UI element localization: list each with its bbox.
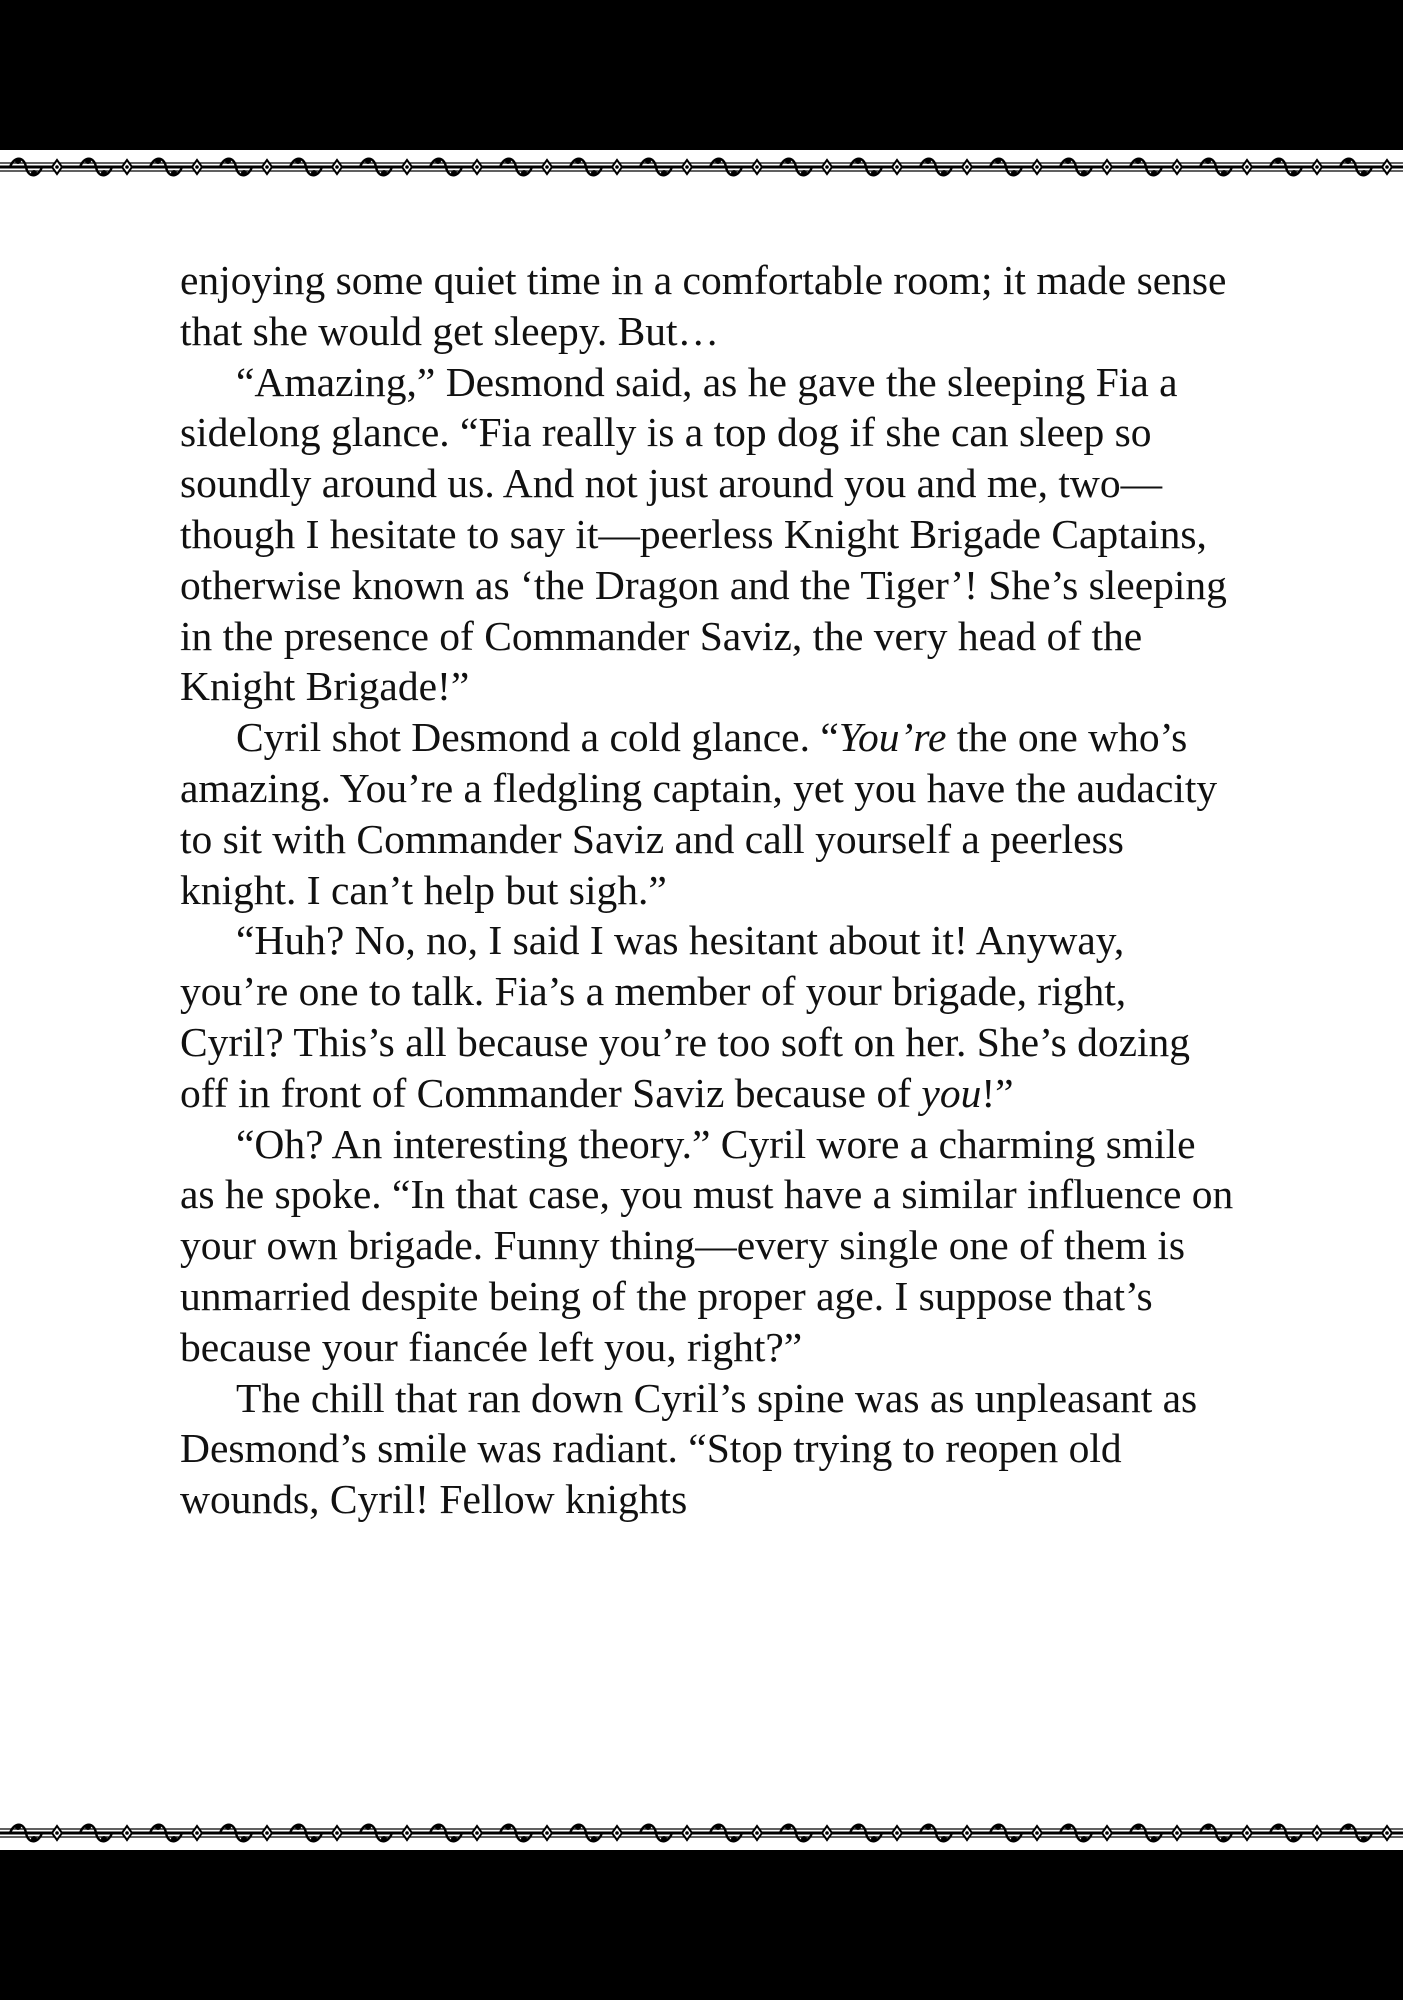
text-segment: The chill that ran down Cyril’s spine was as unpleasant as Desmond’s smile was radiant. “Stop trying to reopen old wounds, Cyril! Fellow knights	[180, 1374, 1198, 1523]
text-segment: Cyril shot Desmond a cold glance. “	[236, 714, 839, 761]
paragraph	[180, 1373, 1240, 1525]
top-ornament-pattern	[0, 150, 1403, 184]
italic-text-segment: you	[921, 1069, 982, 1116]
paragraph	[180, 915, 1240, 1118]
bottom-ornamental-border	[0, 1816, 1403, 1850]
text-segment: !”	[981, 1069, 1014, 1116]
text-segment: enjoying some quiet time in a comfortable room; it made sense that she would get sleepy. But…	[180, 257, 1227, 354]
text-segment: the one who’s amazing. You’re a fledgling captain, yet you have the audacity to sit with Commander Saviz and call yourself a peerless knight. I can’t help but sigh.”	[180, 714, 1218, 913]
paragraph	[180, 712, 1240, 915]
bottom-ornament-pattern	[0, 1816, 1403, 1850]
paragraph	[180, 357, 1240, 713]
top-black-margin	[0, 0, 1403, 150]
body-text	[180, 255, 1240, 1525]
paragraph	[180, 1119, 1240, 1373]
paragraph	[180, 255, 1240, 357]
text-segment: “Huh? No, no, I said I was hesitant about it! Anyway, you’re one to talk. Fia’s a member of your brigade, right, Cyril? This’s all because you’re too soft on her. She’s dozing off in front of Commander Saviz because of	[180, 917, 1191, 1116]
top-ornamental-border	[0, 150, 1403, 184]
text-segment: “Oh? An interesting theory.” Cyril wore a charming smile as he spoke. “In that case, you must have a similar influence on your own brigade. Funny thing—every single one of them is unmarried despite being of the proper age. I suppose that’s because your fiancée left you, right?”	[180, 1120, 1234, 1370]
bottom-black-margin	[0, 1850, 1403, 2000]
italic-text-segment: You’re	[838, 714, 947, 761]
text-segment: “Amazing,” Desmond said, as he gave the sleeping Fia a sidelong glance. “Fia really is a top dog if she can sleep so soundly around us. And not just around you and me, two—though I hesitate to say it—peerless Knight Brigade Captains, otherwise known as ‘the Dragon and the Tiger’! She’s sleeping in the presence of Commander Saviz, the very head of the Knight Brigade!”	[180, 358, 1227, 710]
